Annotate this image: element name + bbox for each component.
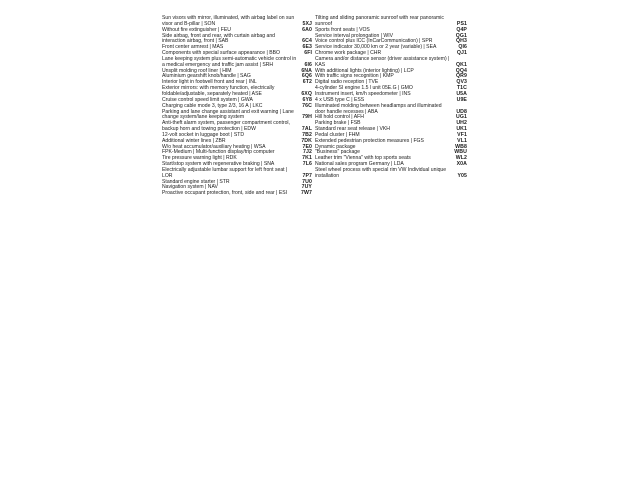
option-code: 7K1	[302, 155, 312, 162]
option-code: QH3	[456, 38, 467, 45]
option-code: QI6	[458, 44, 467, 51]
option-description: 4-cylinder SI engine 1.5 l unit 05E.G | GMO	[315, 85, 413, 92]
option-code: 6Y8	[302, 96, 312, 103]
option-description: 4 x USB type C | ESS	[315, 96, 365, 103]
option-description: Instrument insert, km/h speedometer | INS	[315, 90, 411, 97]
option-code: 5XJ	[302, 20, 312, 27]
option-description: Side airbag, front and rear, with curtain airbag and interaction airbag, front | SAB	[162, 32, 275, 45]
option-description: Hill hold control | AFH	[315, 114, 364, 121]
option-code: 6C4	[302, 38, 312, 45]
option-description: Lane keeping system plus semi-automatic vehicle control in a medical emergency and traffic jam assist | SRH	[162, 55, 297, 68]
option-description: Voice control plus ICC (InCarCommunication) | SPR	[315, 38, 433, 45]
option-code: QV3	[456, 79, 467, 86]
option-code: 76C	[302, 102, 312, 109]
option-code-document	[162, 16, 472, 278]
option-description: Chrome work package | CHR	[315, 50, 382, 57]
option-code: U9E	[456, 96, 467, 103]
option-entry	[162, 191, 312, 197]
option-description: Service indicator 30,000 km or 2 year (variable) | SEA	[315, 44, 437, 51]
option-code: 6Q6	[301, 73, 312, 80]
option-code: 79H	[302, 114, 312, 121]
option-description: Leather trim "Vienna" with top sports seats	[315, 155, 411, 162]
option-description: "Business" package	[315, 149, 360, 156]
option-code: 6A0	[302, 26, 312, 33]
option-code: 6NA	[301, 67, 312, 74]
option-entry	[162, 57, 312, 69]
left-option-column	[162, 16, 312, 197]
option-code: UK1	[456, 126, 467, 133]
option-description: Parking brake | FSB	[315, 120, 361, 127]
option-description: Sun visors with mirror, illuminated, with airbag label on sun visor and B-pillar | SON	[162, 15, 295, 27]
option-code: 6I6	[304, 61, 312, 68]
option-description: Pedal cluster | FHM	[315, 131, 360, 138]
option-description: Aluminium gearshift knob/handle | SAG	[162, 73, 251, 80]
option-code: QR9	[456, 73, 467, 80]
option-code: 7W7	[301, 190, 312, 197]
option-description: Electrically adjustable lumbar support for left front seat | LOR	[162, 166, 288, 179]
option-code: U5A	[456, 90, 467, 97]
option-entry	[315, 16, 467, 28]
option-code: UG1	[456, 114, 467, 121]
option-description: National sales program Germany | LDA	[315, 161, 404, 168]
option-description: Parking and lane change assistant and exit warning | Lane change system/lane keeping system	[162, 108, 294, 121]
option-code: QJ1	[456, 50, 467, 57]
option-description: Tilting and sliding panoramic sunroof with rear panoramic sunroof	[315, 15, 444, 27]
option-code: Y05	[457, 172, 467, 179]
option-description: Anti-theft alarm system, passenger compartment control, backup horn and towing protection | EDW	[162, 120, 290, 133]
right-option-column	[315, 16, 467, 180]
option-code: QK1	[456, 61, 467, 68]
option-code: Q4P	[456, 26, 467, 33]
option-description: FPK-Medium | Multi-function display/trip computer	[162, 149, 275, 156]
option-code: 7UY	[301, 184, 312, 191]
option-entry	[315, 57, 467, 69]
option-entry	[162, 16, 312, 28]
option-code: UH2	[456, 120, 467, 127]
option-description: With additional lights (interior lighting) | LCP	[315, 67, 414, 74]
option-code: VL1	[457, 137, 467, 144]
option-code: 6T2	[302, 79, 312, 86]
option-code: T1C	[456, 85, 467, 92]
option-description: Standard engine starter | STR	[162, 178, 230, 185]
option-code: QG1	[455, 32, 467, 39]
option-code: 7P7	[302, 172, 312, 179]
option-description: Steel wheel process with special rim VW Individual unique installation	[315, 166, 447, 179]
option-description: Additional winter lines | ZBR	[162, 137, 226, 144]
option-code: WB8	[455, 143, 467, 150]
option-code: QQ4	[455, 67, 467, 74]
option-description: Service interval prolongation | WIV	[315, 32, 394, 39]
option-description: Start/stop system with regenerative braking | SNA	[162, 161, 275, 168]
option-code: X0A	[456, 161, 467, 168]
option-code: PS1	[456, 20, 467, 27]
option-code: 7E0	[302, 143, 312, 150]
option-description: Unsplit molding roof liner | HIM	[162, 67, 232, 74]
option-description: Components with special surface appearance | BBO	[162, 50, 280, 57]
option-description: Exterior mirrors: with memory function, electrically foldable/adjustable, separately heated | ASE	[162, 85, 275, 97]
option-description: With traffic signs recognition | KMP	[315, 73, 394, 80]
option-description: Cruise control speed limit system | GWA	[162, 96, 253, 103]
option-code: 6FI	[304, 50, 312, 57]
option-description: Charging cable mode 3, type 2/3, 16 A | LKC	[162, 102, 263, 109]
option-description: Camera and/or distance sensor (driver assistance system) | KAS	[315, 55, 450, 68]
option-description: Illuminated molding between headlamps and illuminated door handle recesses | ABA	[315, 102, 442, 115]
option-description: Front center armrest | MAS	[162, 44, 224, 51]
option-description: Tire pressure warning light | RDK	[162, 155, 237, 162]
option-code: WL2	[455, 155, 467, 162]
option-code: VF1	[457, 131, 467, 138]
option-description: W/o heat accumulator/auxiliary heating | WSA	[162, 143, 266, 150]
option-code: UD8	[456, 108, 467, 115]
option-code: 6E3	[302, 44, 312, 51]
option-code: 7J2	[303, 149, 312, 156]
option-code: 7DK	[301, 137, 312, 144]
option-description: Interior light in footwell front and rear | INL	[162, 79, 257, 86]
option-description: Proactive occupant protection, front, side and rear | ESI	[162, 190, 288, 197]
option-code: 7U0	[302, 178, 312, 185]
option-description: Without fire extinguisher | FEU	[162, 26, 231, 33]
option-description: Dynamic package	[315, 143, 356, 150]
option-entry	[162, 168, 312, 180]
option-code: 7AL	[301, 126, 312, 133]
option-description: Navigation system | NAV	[162, 184, 218, 191]
option-code: 6XQ	[301, 90, 312, 97]
option-code: 7L6	[302, 161, 312, 168]
option-code: WBU	[454, 149, 467, 156]
option-description: 12-volt socket in luggage boot | STD	[162, 131, 245, 138]
option-description: Digital radio reception | TVE	[315, 79, 379, 86]
option-code: 7B2	[302, 131, 312, 138]
option-description: Sports front seats | VOS	[315, 26, 370, 33]
option-description: Extended pedestrian protection measures | FGS	[315, 137, 424, 144]
option-description: Standard rear seat release | VKH	[315, 126, 390, 133]
option-entry	[315, 168, 467, 180]
